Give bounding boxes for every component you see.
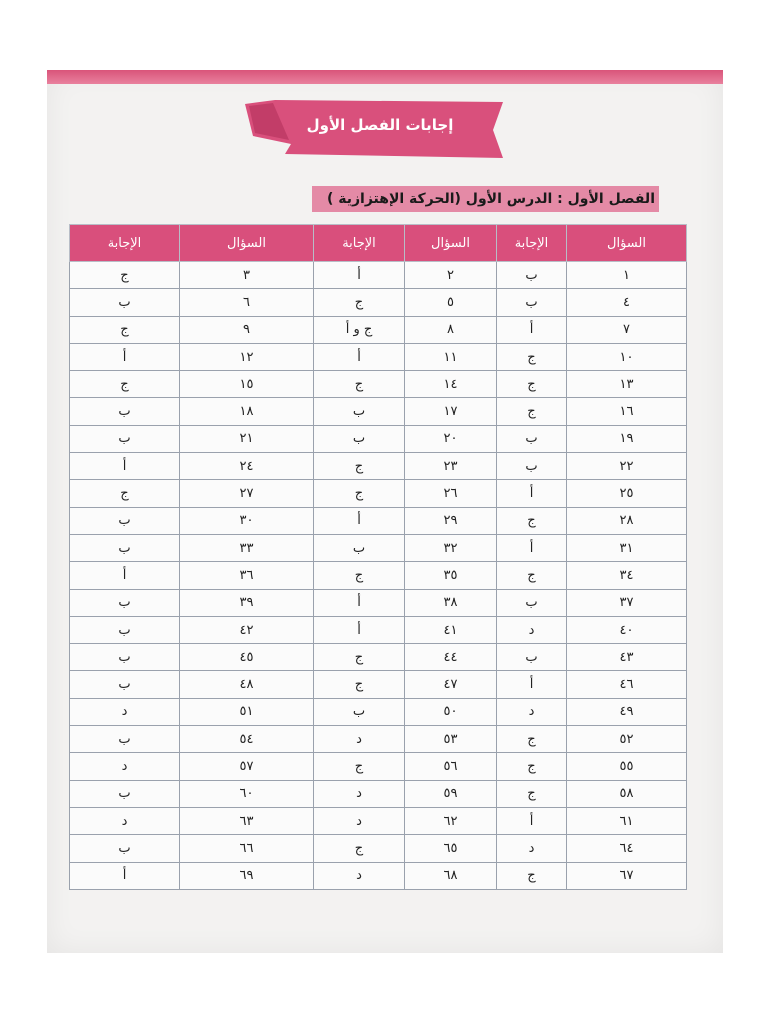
answer-cell: د <box>70 807 180 834</box>
lesson-subtitle: الفصل الأول : الدرس الأول (الحركة الإهتزازية ) <box>312 186 659 212</box>
answer-cell: ب <box>314 534 405 561</box>
question-number-cell: ٥٥ <box>567 753 687 780</box>
answer-cell: ج <box>314 753 405 780</box>
question-number-cell: ٩ <box>180 316 314 343</box>
question-number-cell: ٥١ <box>180 698 314 725</box>
table-row <box>70 343 687 370</box>
question-number-cell: ٢٨ <box>567 507 687 534</box>
question-number-cell: ٢٥ <box>567 480 687 507</box>
answer-cell: أ <box>497 534 567 561</box>
answer-cell: أ <box>314 616 405 643</box>
answer-cell: ب <box>314 398 405 425</box>
answer-cell: أ <box>70 343 180 370</box>
table-row <box>70 780 687 807</box>
question-number-cell: ٢٠ <box>405 425 497 452</box>
question-number-cell: ٣٧ <box>567 589 687 616</box>
answer-cell: ج <box>314 289 405 316</box>
column-header: السؤال <box>180 225 314 262</box>
table-row <box>70 507 687 534</box>
question-number-cell: ٨ <box>405 316 497 343</box>
answer-cell: ب <box>70 398 180 425</box>
answer-cell: ج <box>497 862 567 889</box>
table-row <box>70 425 687 452</box>
question-number-cell: ١٠ <box>567 343 687 370</box>
question-number-cell: ٢٩ <box>405 507 497 534</box>
question-number-cell: ١٨ <box>180 398 314 425</box>
question-number-cell: ٢٦ <box>405 480 497 507</box>
table-row <box>70 644 687 671</box>
answer-cell: أ <box>70 562 180 589</box>
question-number-cell: ٤٨ <box>180 671 314 698</box>
question-number-cell: ٢ <box>405 262 497 289</box>
answer-cell: ج <box>497 507 567 534</box>
answer-cell: ج <box>314 480 405 507</box>
question-number-cell: ١٣ <box>567 371 687 398</box>
question-number-cell: ٣ <box>180 262 314 289</box>
answer-cell: ب <box>314 698 405 725</box>
question-number-cell: ٥٨ <box>567 780 687 807</box>
question-number-cell: ٦٩ <box>180 862 314 889</box>
question-number-cell: ٥٦ <box>405 753 497 780</box>
answer-cell: ب <box>497 289 567 316</box>
question-number-cell: ٤٣ <box>567 644 687 671</box>
answer-cell: ب <box>70 589 180 616</box>
column-header: الإجابة <box>314 225 405 262</box>
answer-cell: ج <box>497 343 567 370</box>
question-number-cell: ١٩ <box>567 425 687 452</box>
question-number-cell: ٥٧ <box>180 753 314 780</box>
table-row <box>70 262 687 289</box>
answer-cell: ج <box>497 753 567 780</box>
question-number-cell: ٣٣ <box>180 534 314 561</box>
answer-cell: ج <box>314 562 405 589</box>
table-row <box>70 807 687 834</box>
answer-cell: أ <box>314 507 405 534</box>
answer-cell: ب <box>70 644 180 671</box>
question-number-cell: ٥٠ <box>405 698 497 725</box>
answer-cell: د <box>497 835 567 862</box>
question-number-cell: ١٥ <box>180 371 314 398</box>
question-number-cell: ٦٤ <box>567 835 687 862</box>
answer-cell: ب <box>70 726 180 753</box>
question-number-cell: ٢٧ <box>180 480 314 507</box>
question-number-cell: ٣١ <box>567 534 687 561</box>
question-number-cell: ٦٣ <box>180 807 314 834</box>
question-number-cell: ٣٩ <box>180 589 314 616</box>
question-number-cell: ١١ <box>405 343 497 370</box>
answer-cell: أ <box>70 453 180 480</box>
question-number-cell: ٦٠ <box>180 780 314 807</box>
question-number-cell: ٦٦ <box>180 835 314 862</box>
question-number-cell: ١٧ <box>405 398 497 425</box>
table-row <box>70 480 687 507</box>
question-number-cell: ٤٤ <box>405 644 497 671</box>
answer-cell: ب <box>70 289 180 316</box>
answer-cell: ج <box>70 371 180 398</box>
answer-cell: أ <box>314 262 405 289</box>
answer-cell: ب <box>314 425 405 452</box>
question-number-cell: ٤٦ <box>567 671 687 698</box>
answer-cell: ب <box>497 262 567 289</box>
question-number-cell: ١ <box>567 262 687 289</box>
question-number-cell: ٣٦ <box>180 562 314 589</box>
question-number-cell: ٢٣ <box>405 453 497 480</box>
question-number-cell: ٣٤ <box>567 562 687 589</box>
answer-cell: د <box>314 780 405 807</box>
answer-cell: ج <box>314 835 405 862</box>
question-number-cell: ٧ <box>567 316 687 343</box>
answer-cell: ج <box>70 480 180 507</box>
worksheet-page <box>47 70 723 953</box>
table-row <box>70 753 687 780</box>
question-number-cell: ٢١ <box>180 425 314 452</box>
answer-cell: أ <box>497 671 567 698</box>
question-number-cell: ٥٤ <box>180 726 314 753</box>
question-number-cell: ٦ <box>180 289 314 316</box>
question-number-cell: ٤٩ <box>567 698 687 725</box>
question-number-cell: ٦٢ <box>405 807 497 834</box>
question-number-cell: ٦١ <box>567 807 687 834</box>
answer-cell: ج <box>70 316 180 343</box>
answer-cell: ج <box>497 371 567 398</box>
question-number-cell: ٤٠ <box>567 616 687 643</box>
answer-cell: ب <box>70 780 180 807</box>
table-row <box>70 289 687 316</box>
table-row <box>70 671 687 698</box>
question-number-cell: ٤١ <box>405 616 497 643</box>
answer-cell: ج <box>497 726 567 753</box>
answer-cell: ج <box>314 644 405 671</box>
page-heading: إجابات الفصل الأول <box>306 116 454 134</box>
table-row <box>70 835 687 862</box>
answer-cell: ب <box>497 589 567 616</box>
question-number-cell: ٣٥ <box>405 562 497 589</box>
question-number-cell: ٣٨ <box>405 589 497 616</box>
table-body <box>70 262 687 890</box>
answer-cell: د <box>70 698 180 725</box>
answer-cell: د <box>314 807 405 834</box>
table-row <box>70 398 687 425</box>
answer-cell: ب <box>70 616 180 643</box>
answer-cell: ب <box>70 671 180 698</box>
answer-cell: ج <box>497 562 567 589</box>
top-color-band <box>47 70 723 84</box>
question-number-cell: ١٦ <box>567 398 687 425</box>
column-header: السؤال <box>567 225 687 262</box>
column-header: الإجابة <box>70 225 180 262</box>
answers-table <box>69 224 687 890</box>
question-number-cell: ٥٩ <box>405 780 497 807</box>
answer-cell: ب <box>70 507 180 534</box>
question-number-cell: ٥٣ <box>405 726 497 753</box>
question-number-cell: ٤٥ <box>180 644 314 671</box>
answer-cell: أ <box>70 862 180 889</box>
table-row <box>70 534 687 561</box>
answer-cell: أ <box>497 807 567 834</box>
question-number-cell: ٥٢ <box>567 726 687 753</box>
question-number-cell: ٣٢ <box>405 534 497 561</box>
answer-cell: د <box>497 698 567 725</box>
answer-cell: ج <box>497 398 567 425</box>
answer-cell: ب <box>70 425 180 452</box>
answer-cell: ج <box>314 371 405 398</box>
table-row <box>70 616 687 643</box>
answer-cell: د <box>314 726 405 753</box>
table-row <box>70 862 687 889</box>
question-number-cell: ٢٤ <box>180 453 314 480</box>
answer-cell: ج <box>314 453 405 480</box>
answer-cell: أ <box>314 343 405 370</box>
question-number-cell: ٦٧ <box>567 862 687 889</box>
question-number-cell: ٤٧ <box>405 671 497 698</box>
question-number-cell: ١٢ <box>180 343 314 370</box>
answer-cell: أ <box>497 480 567 507</box>
question-number-cell: ٤ <box>567 289 687 316</box>
question-number-cell: ٢٢ <box>567 453 687 480</box>
table-row <box>70 698 687 725</box>
question-number-cell: ١٤ <box>405 371 497 398</box>
table-row <box>70 316 687 343</box>
question-number-cell: ٦٨ <box>405 862 497 889</box>
column-header: السؤال <box>405 225 497 262</box>
column-header: الإجابة <box>497 225 567 262</box>
answer-cell: ب <box>70 835 180 862</box>
table-row <box>70 562 687 589</box>
answer-cell: د <box>497 616 567 643</box>
answer-cell: ب <box>497 425 567 452</box>
answer-cell: ج <box>497 780 567 807</box>
table-header-row <box>70 225 687 262</box>
table-row <box>70 726 687 753</box>
chapter-banner <box>245 100 503 158</box>
question-number-cell: ٤٢ <box>180 616 314 643</box>
answer-cell: ب <box>497 453 567 480</box>
answer-cell: ب <box>70 534 180 561</box>
table-row <box>70 453 687 480</box>
question-number-cell: ٥ <box>405 289 497 316</box>
table-row <box>70 589 687 616</box>
answer-cell: أ <box>497 316 567 343</box>
answer-cell: ب <box>497 644 567 671</box>
answer-cell: ج <box>70 262 180 289</box>
question-number-cell: ٦٥ <box>405 835 497 862</box>
table-row <box>70 371 687 398</box>
answer-cell: أ <box>314 589 405 616</box>
answer-cell: ج <box>314 671 405 698</box>
question-number-cell: ٣٠ <box>180 507 314 534</box>
answer-cell: د <box>70 753 180 780</box>
answer-cell: ج و أ <box>314 316 405 343</box>
answer-cell: د <box>314 862 405 889</box>
